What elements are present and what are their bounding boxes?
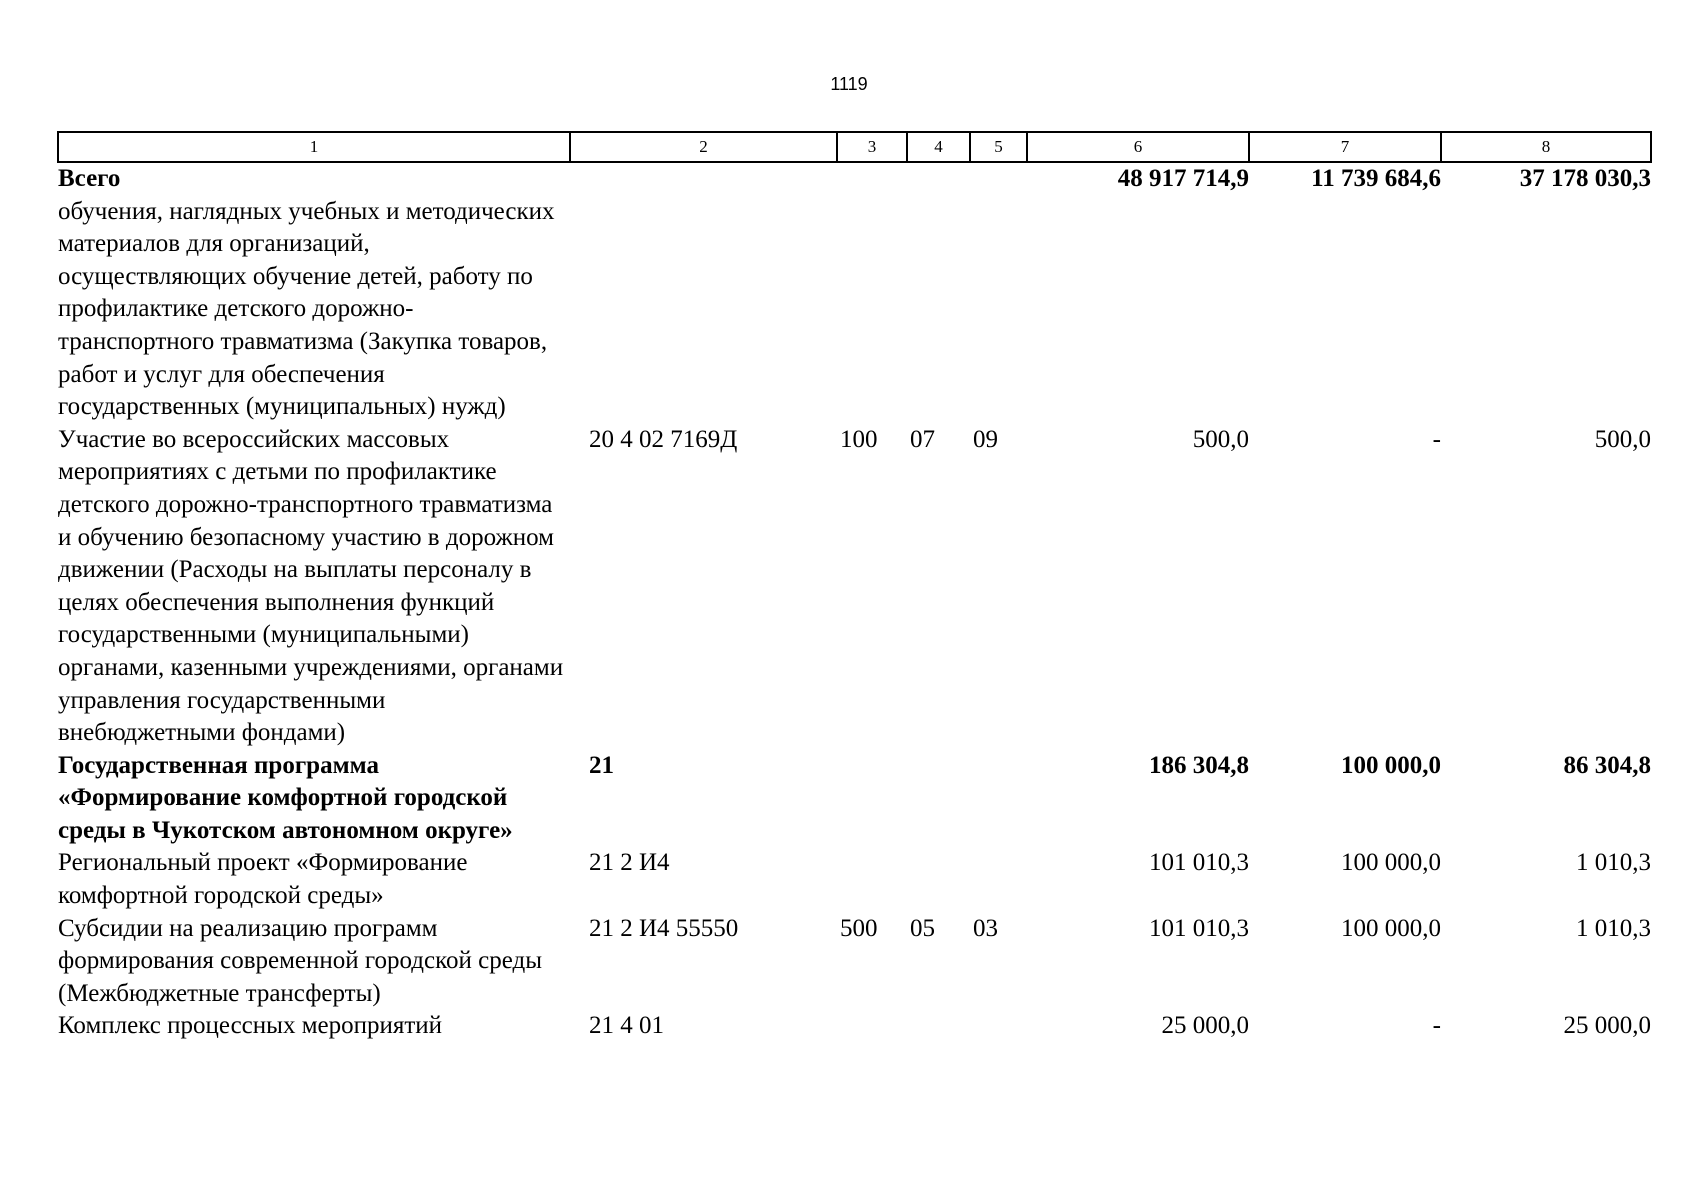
row-regional: 1 010,3 xyxy=(1576,914,1651,942)
row-name: обучения, наглядных учебных и методических материалов для организаций, осуществляющих обучение детей, работу по профилактике детского дорожно-транспортного травматизма (Закупка товаров, работ и услуг для обеспечения государственных (муниципальных) нужд) xyxy=(58,197,555,421)
table-row xyxy=(58,847,1651,912)
row-federal xyxy=(1249,196,1441,424)
row-total: 101 010,3 xyxy=(1149,914,1249,942)
row-target-code: 21 xyxy=(589,751,614,779)
row-expense-type xyxy=(837,750,907,848)
row-subsection: 03 xyxy=(973,914,998,942)
row-federal: - xyxy=(1432,1012,1441,1040)
page-number: 1119 xyxy=(830,74,868,94)
row-federal: - xyxy=(1432,425,1441,453)
row-regional xyxy=(1441,196,1651,424)
row-target-code: 21 4 01 xyxy=(589,1012,664,1040)
column-header-1: 1 xyxy=(58,132,570,162)
row-section xyxy=(907,1010,970,1043)
row-section: 07 xyxy=(910,425,935,453)
row-section xyxy=(907,196,970,424)
column-header-7: 7 xyxy=(1249,132,1441,162)
row-federal: 100 000,0 xyxy=(1341,914,1441,942)
column-header-5: 5 xyxy=(970,132,1027,162)
row-name: Региональный проект «Формирование комфортной городской среды» xyxy=(58,849,468,910)
column-header-3: 3 xyxy=(837,132,907,162)
row-target-code: 20 4 02 7169Д xyxy=(589,425,738,453)
row-total: 186 304,8 xyxy=(1149,751,1249,779)
row-name: Субсидии на реализацию программ формирования современной городской среды (Межбюджетные трансферты) xyxy=(58,914,543,1007)
row-name: Всего xyxy=(58,165,121,192)
row-subsection xyxy=(970,847,1027,912)
row-regional: 1 010,3 xyxy=(1576,849,1651,877)
row-regional: 37 178 030,3 xyxy=(1519,165,1651,192)
row-expense-type xyxy=(837,1010,907,1043)
row-section xyxy=(907,847,970,912)
budget-table xyxy=(57,131,1652,1043)
row-name: Государственная программа «Формирование комфортной городской среды в Чукотском автономном округе» xyxy=(58,751,513,844)
column-header-2: 2 xyxy=(570,132,837,162)
row-subsection xyxy=(970,196,1027,424)
row-section xyxy=(907,162,970,196)
row-section xyxy=(907,750,970,848)
row-expense-type xyxy=(837,847,907,912)
row-target-code: 21 2 И4 xyxy=(589,849,670,877)
row-expense-type xyxy=(837,196,907,424)
table-row xyxy=(58,196,1651,424)
row-subsection: 09 xyxy=(973,425,998,453)
row-name: Комплекс процессных мероприятий xyxy=(58,1012,443,1040)
row-expense-type: 100 xyxy=(840,425,878,453)
row-expense-type: 500 xyxy=(840,914,878,942)
row-subsection xyxy=(970,750,1027,848)
row-target-code: 21 2 И4 55550 xyxy=(589,914,739,942)
row-target-code xyxy=(570,196,837,424)
row-regional: 86 304,8 xyxy=(1563,751,1651,779)
row-federal: 11 739 684,6 xyxy=(1311,165,1441,192)
row-target-code xyxy=(570,162,837,196)
row-expense-type xyxy=(837,162,907,196)
row-subsection xyxy=(970,162,1027,196)
row-total: 101 010,3 xyxy=(1149,849,1249,877)
row-federal: 100 000,0 xyxy=(1341,849,1441,877)
row-total: 48 917 714,9 xyxy=(1117,165,1249,192)
row-name: Участие во всероссийских массовых мероприятиях с детьми по профилактике детского дорожно-транспортного травматизма и обучению безопасному участию в дорожном движении (Расходы на выплаты персоналу в целях обеспечения выполнения функций государственными (муниципальными) органами, казенными учреждениями, органами управления государственными внебюджетными фондами) xyxy=(58,425,564,747)
column-header-4: 4 xyxy=(907,132,970,162)
row-total xyxy=(1027,196,1249,424)
column-number-header xyxy=(58,132,1651,162)
table-row xyxy=(58,750,1651,848)
column-header-8: 8 xyxy=(1441,132,1651,162)
row-section: 05 xyxy=(910,914,935,942)
table-row xyxy=(58,913,1651,1011)
table-row xyxy=(58,162,1651,196)
table-row xyxy=(58,424,1651,750)
table-row xyxy=(58,1010,1651,1043)
row-subsection xyxy=(970,1010,1027,1043)
column-header-6: 6 xyxy=(1027,132,1249,162)
row-federal: 100 000,0 xyxy=(1341,751,1441,779)
row-regional: 500,0 xyxy=(1594,425,1651,453)
row-regional: 25 000,0 xyxy=(1563,1012,1651,1040)
row-total: 500,0 xyxy=(1192,425,1249,453)
row-total: 25 000,0 xyxy=(1161,1012,1249,1040)
